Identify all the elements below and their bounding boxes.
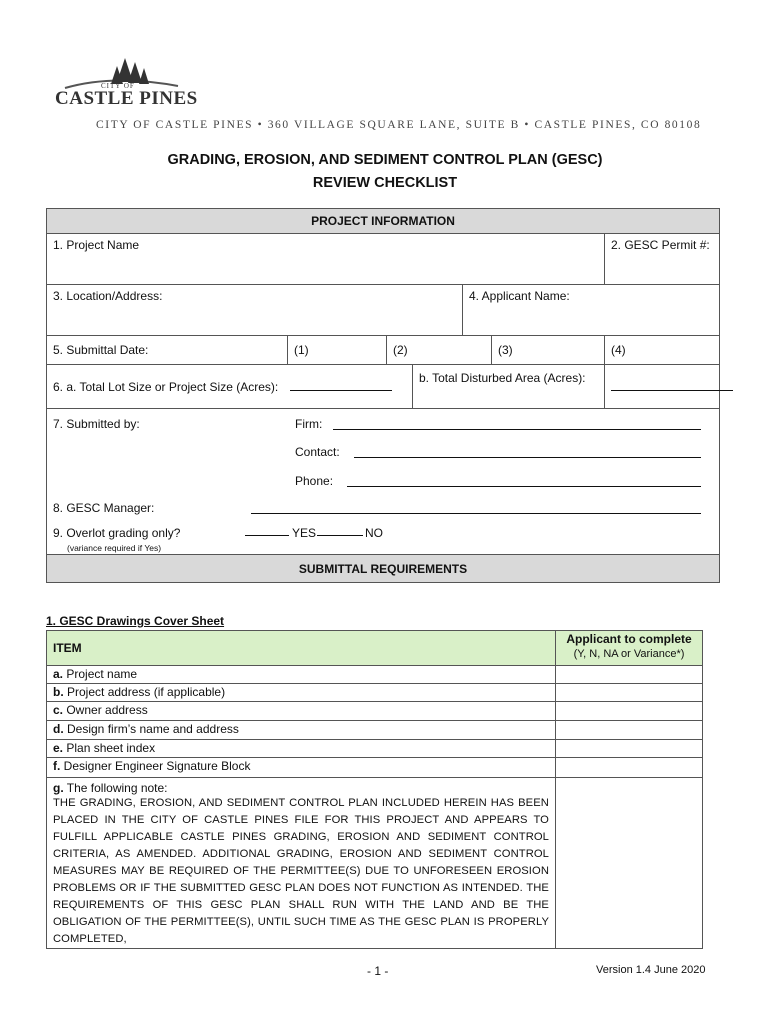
table-row-item xyxy=(47,758,556,778)
document-title: GRADING, EROSION, AND SEDIMENT CONTROL PLAN (GESC) xyxy=(167,152,603,168)
item-letter: c. xyxy=(53,703,64,717)
applicant-response-cell[interactable] xyxy=(556,702,703,721)
disturbed-area-label: b. Total Disturbed Area (Acres): xyxy=(413,365,605,409)
submittal-date-1[interactable]: (1) xyxy=(288,336,387,365)
item-text: Plan sheet index xyxy=(63,741,156,755)
applicant-response-cell[interactable] xyxy=(556,666,703,684)
item-column-header: ITEM xyxy=(47,631,556,666)
item-text: The following note: xyxy=(63,781,168,795)
applicant-name-field[interactable] xyxy=(463,285,720,336)
required-note-text: THE GRADING, EROSION, AND SEDIMENT CONTROL PLAN INCLUDED HEREIN HAS BEEN PLACED IN THE CITY OF CASTLE PINES FILE FOR THIS PROJECT AND APPEARS TO FULFILL APPLICABLE CASTLE PINES GRADING, EROSION AND SEDIMENT CONTROL CRITERIA, AS AMENDED. ADDITIONAL GRADING, EROSION AND SEDIMENT CONTROL MEASURES MAY BE REQUIRED OF THE PERMITTEE(S) DUE TO UNFORESEEN EROSION PROBLEMS OR IF THE SUBMITTED GESC PLAN DOES NOT FUNCTION AS INTENDED. THE REQUIREMENTS OF THIS GESC PLAN SHALL RUN WITH THE LAND AND BE THE OBLIGATION OF THE PERMITTEE(S), UNTIL SUCH TIME AS THE GESC PLAN IS PROPERLY COMPLETED, xyxy=(53,797,549,945)
location-field[interactable] xyxy=(47,285,463,336)
item-text: Designer Engineer Signature Block xyxy=(60,759,251,773)
applicant-header-label: Applicant to complete xyxy=(566,632,692,646)
cover-sheet-items-table xyxy=(46,630,703,949)
submittal-date-2[interactable]: (2) xyxy=(387,336,492,365)
logo-name: CASTLE PINES xyxy=(55,88,198,109)
item-text: Project name xyxy=(63,667,138,681)
gesc-manager-blank[interactable] xyxy=(251,503,701,514)
contact-blank[interactable] xyxy=(354,447,701,458)
submittal-date-label: 5. Submittal Date: xyxy=(47,336,288,365)
table-row-item xyxy=(47,666,556,684)
applicant-name-label: 4. Applicant Name: xyxy=(469,289,570,303)
submittal-requirements-header: SUBMITTAL REQUIREMENTS xyxy=(47,555,720,583)
table-row-item xyxy=(47,721,556,740)
no-blank[interactable] xyxy=(317,525,363,536)
applicant-response-cell[interactable] xyxy=(556,778,703,949)
phone-label: Phone: xyxy=(295,474,334,488)
table-row-item xyxy=(47,702,556,721)
no-label: NO xyxy=(365,526,383,540)
document-subtitle: REVIEW CHECKLIST xyxy=(312,175,458,191)
city-address: CITY OF CASTLE PINES • 360 VILLAGE SQUARE LANE, SUITE B • CASTLE PINES, CO 80108 xyxy=(96,119,702,131)
applicant-response-cell[interactable] xyxy=(556,684,703,702)
submitted-by-label: 7. Submitted by: xyxy=(53,417,140,431)
gesc-permit-label: 2. GESC Permit #: xyxy=(611,238,710,252)
yes-blank[interactable] xyxy=(245,525,289,536)
item-letter: e. xyxy=(53,741,64,755)
overlot-label: 9. Overlot grading only? xyxy=(53,526,181,540)
applicant-header-sub: (Y, N, NA or Variance*) xyxy=(573,648,685,660)
gesc-manager-label: 8. GESC Manager: xyxy=(53,501,155,515)
table-row-item xyxy=(47,740,556,758)
item-letter: d. xyxy=(53,722,64,736)
item-text: Owner address xyxy=(63,703,148,717)
item-letter: a. xyxy=(53,667,64,681)
lot-size-label: 6. a. Total Lot Size or Project Size (Acres): xyxy=(53,379,279,394)
lot-size-blank[interactable] xyxy=(290,380,392,391)
logo-city-of: CITY OF xyxy=(101,82,135,90)
table-row-item xyxy=(47,684,556,702)
applicant-column-header xyxy=(556,631,703,666)
yes-label: YES xyxy=(292,526,317,540)
applicant-response-cell[interactable] xyxy=(556,740,703,758)
item-text: Project address (if applicable) xyxy=(63,685,226,699)
city-logo xyxy=(53,56,213,114)
firm-blank[interactable] xyxy=(333,419,701,430)
page-number: - 1 - xyxy=(367,964,389,978)
section-1-title: 1. GESC Drawings Cover Sheet xyxy=(46,614,225,628)
project-name-field[interactable] xyxy=(47,234,605,285)
disturbed-area-blank[interactable] xyxy=(611,380,733,391)
applicant-response-cell[interactable] xyxy=(556,758,703,778)
item-letter: g. xyxy=(53,781,64,795)
item-letter: f. xyxy=(53,759,61,773)
gesc-permit-field[interactable] xyxy=(605,234,720,285)
phone-blank[interactable] xyxy=(347,476,701,487)
submittal-date-3[interactable]: (3) xyxy=(492,336,605,365)
location-label: 3. Location/Address: xyxy=(53,289,163,303)
project-name-label: 1. Project Name xyxy=(53,238,140,252)
firm-label: Firm: xyxy=(295,417,323,431)
project-info-header: PROJECT INFORMATION xyxy=(47,209,720,234)
submitted-by-block xyxy=(47,409,720,555)
version-label: Version 1.4 June 2020 xyxy=(596,964,706,976)
submittal-date-4[interactable]: (4) xyxy=(605,336,720,365)
disturbed-area-field[interactable] xyxy=(605,365,720,409)
variance-note: (variance required if Yes) xyxy=(67,543,162,553)
lot-size-field[interactable] xyxy=(47,365,413,409)
applicant-response-cell[interactable] xyxy=(556,721,703,740)
item-letter: b. xyxy=(53,685,64,699)
table-row-item xyxy=(47,778,556,949)
item-text: Design firm’s name and address xyxy=(63,722,239,736)
project-info-table xyxy=(46,208,720,583)
contact-label: Contact: xyxy=(295,445,340,459)
